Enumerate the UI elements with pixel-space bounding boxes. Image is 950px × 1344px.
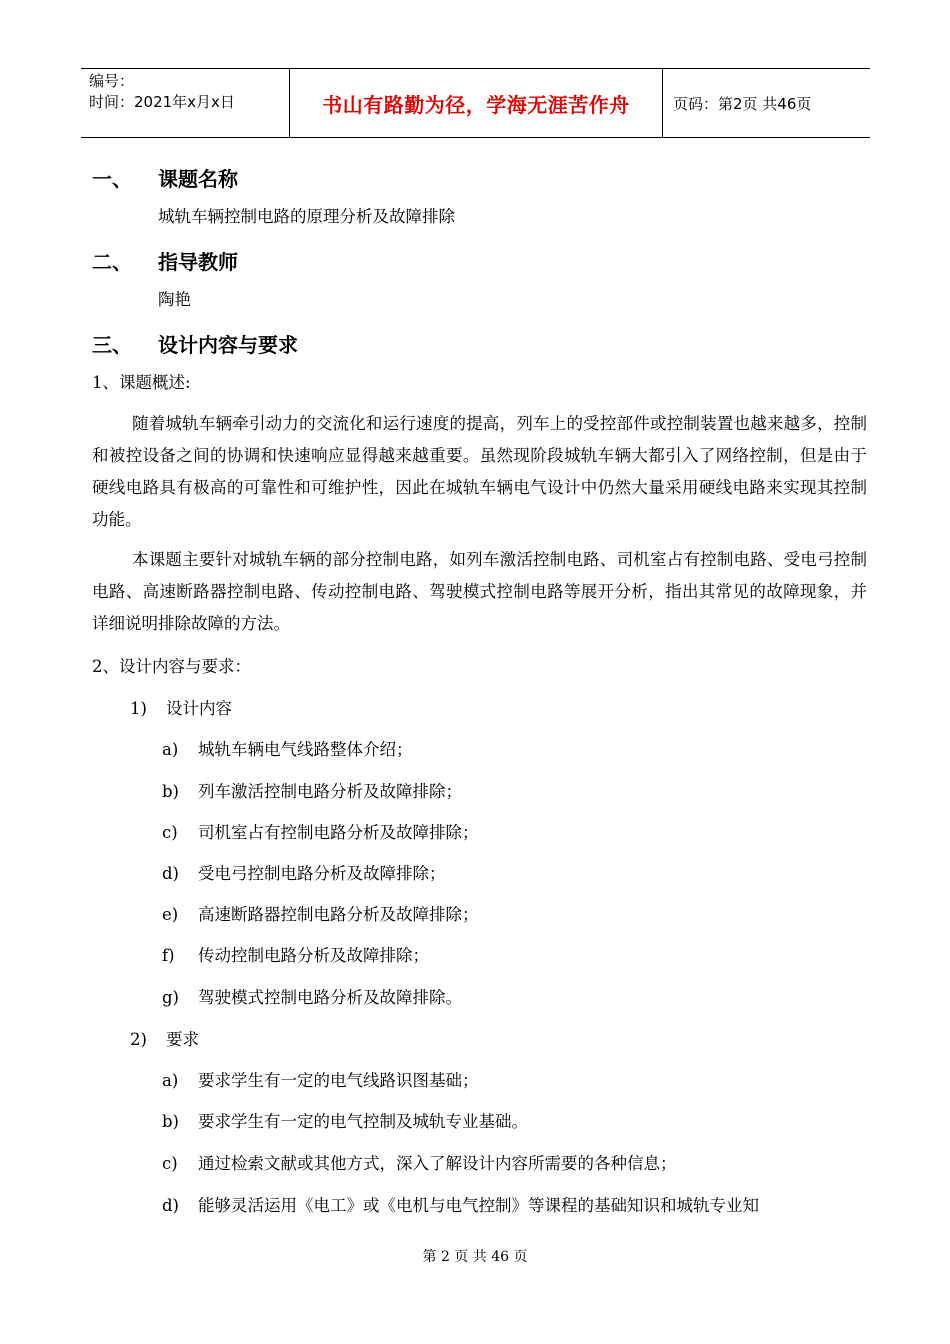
section-heading-2: [92, 246, 238, 275]
list-label: a): [162, 1071, 179, 1090]
list-item: [162, 864, 446, 884]
overview-paragraph-1: 随着城轨车辆牵引动力的交流化和运行速度的提高，列车上的受控部件或控制装置也越来越多，控制和被控设备之间的协调和快速响应显得越来越重要。虽然现阶段城轨车辆大都引入了网络控制，但是由于硬线电路具有极高的可靠性和可维护性，因此在城轨车辆电气设计中仍然大量采用硬线电路来实现其控制功能。: [92, 414, 867, 529]
list-label: c): [162, 1154, 178, 1173]
subheading-text: 设计内容: [166, 699, 232, 718]
list-item: [162, 782, 462, 802]
list-text: 传动控制电路分析及故障排除；: [198, 946, 429, 965]
list-text: 高速断路器控制电路分析及故障排除；: [198, 905, 479, 924]
list-label: d): [162, 864, 179, 883]
page-header-table: [81, 68, 870, 138]
overview-heading: 1、课题概述:: [92, 373, 191, 392]
list-text: 城轨车辆电气线路整体介绍；: [198, 740, 413, 759]
requirements-subheading: [130, 1030, 199, 1050]
subheading-text: 要求: [166, 1030, 199, 1049]
list-item: [162, 946, 429, 966]
header-page-info: 页码：第2页 共46页: [673, 94, 812, 113]
list-item: [162, 988, 462, 1008]
list-item: [162, 905, 479, 925]
header-time-label: 时间：2021年x月x日: [89, 93, 235, 111]
list-text: 通过检索文献或其他方式，深入了解设计内容所需要的各种信息；: [198, 1154, 677, 1173]
subheading-number: 2): [130, 1030, 147, 1049]
list-text: 受电弓控制电路分析及故障排除；: [198, 864, 446, 883]
list-text: 要求学生有一定的电气线路识图基础；: [198, 1071, 479, 1090]
header-motto: 书山有路勤为径，学海无涯苦作舟: [289, 69, 663, 137]
list-label: b): [162, 782, 179, 801]
list-label: a): [162, 740, 179, 759]
section-number: 三、: [92, 333, 132, 357]
header-number-label: 编号：: [89, 72, 135, 90]
list-item: [162, 1154, 677, 1174]
list-item: [162, 1071, 479, 1091]
design-heading: 2、设计内容与要求：: [92, 657, 251, 676]
topic-name-text: 城轨车辆控制电路的原理分析及故障排除: [158, 207, 455, 226]
list-text: 列车激活控制电路分析及故障排除；: [198, 782, 462, 801]
list-label: d): [162, 1196, 179, 1215]
list-text: 驾驶模式控制电路分析及故障排除。: [198, 988, 462, 1007]
list-text: 要求学生有一定的电气控制及城轨专业基础。: [198, 1112, 528, 1131]
section-heading-3: [92, 329, 298, 358]
section-title: 设计内容与要求: [158, 333, 298, 357]
list-label: e): [162, 905, 179, 924]
section-title: 课题名称: [158, 167, 238, 191]
header-meta: [81, 69, 289, 137]
list-item: [162, 823, 479, 843]
list-text: 能够灵活运用《电工》或《电机与电气控制》等课程的基础知识和城轨专业知: [198, 1196, 759, 1215]
page-footer: 第 2 页 共 46 页: [422, 1249, 528, 1265]
section-heading-1: [92, 163, 238, 192]
section-number: 二、: [92, 250, 132, 274]
content-subheading: [130, 699, 232, 719]
section-title: 指导教师: [158, 250, 238, 274]
teacher-name-text: 陶艳: [158, 290, 191, 309]
list-label: c): [162, 823, 178, 842]
list-label: b): [162, 1112, 179, 1131]
list-text: 司机室占有控制电路分析及故障排除；: [198, 823, 479, 842]
list-item: [162, 1196, 759, 1216]
subheading-number: 1): [130, 699, 147, 718]
section-number: 一、: [92, 167, 132, 191]
list-label: g): [162, 988, 179, 1007]
list-item: [162, 740, 413, 760]
list-label: f): [162, 946, 175, 965]
overview-paragraph-2: 本课题主要针对城轨车辆的部分控制电路，如列车激活控制电路、司机室占有控制电路、受电弓控制电路、高速断路器控制电路、传动控制电路、驾驶模式控制电路等展开分析，指出其常见的故障现象，并详细说明排除故障的方法。: [92, 550, 867, 633]
list-item: [162, 1112, 528, 1132]
